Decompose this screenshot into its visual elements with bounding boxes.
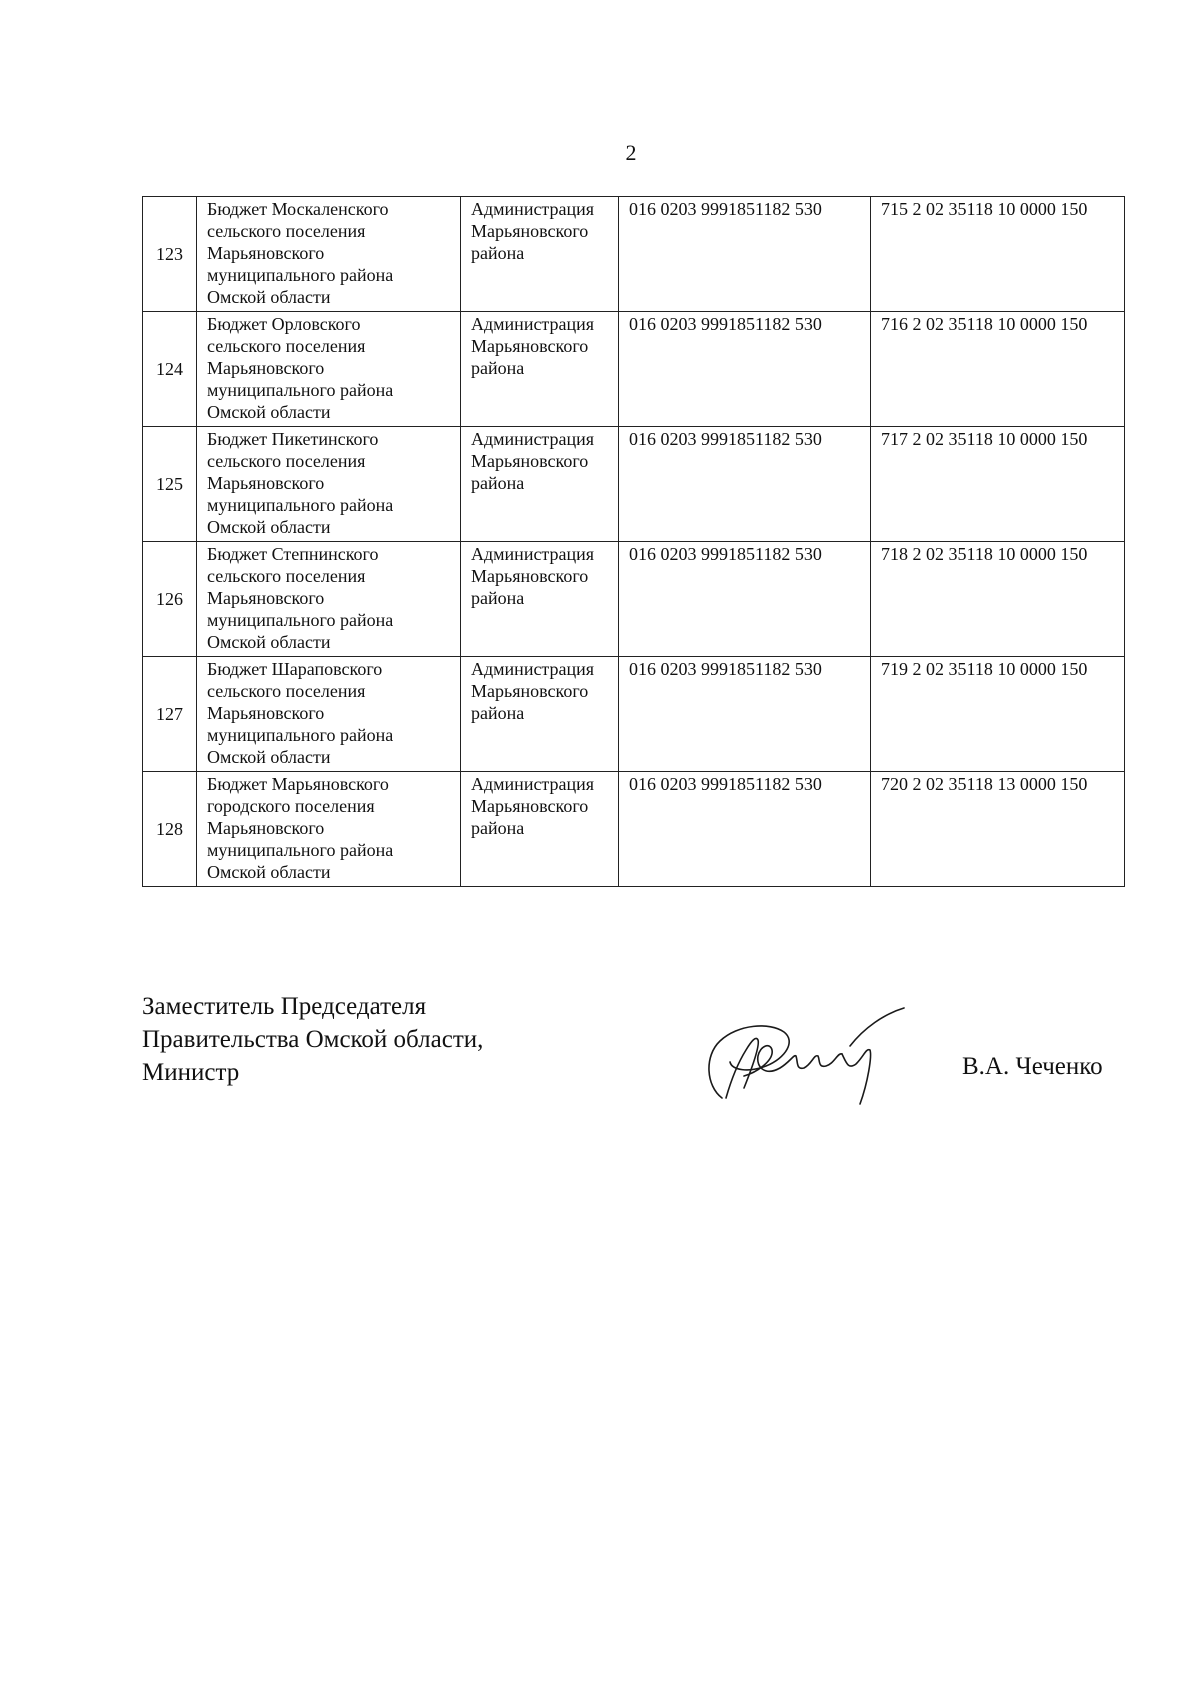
administrator-line: Администрация [471, 314, 595, 334]
revenue-code-cell: 719 2 02 35118 10 0000 150 [871, 657, 1125, 772]
administrator-cell [461, 542, 619, 657]
budget-name-line: муниципального района [207, 610, 394, 630]
budget-name-line: муниципального района [207, 380, 394, 400]
administrator-line: Марьяновского [471, 681, 589, 701]
handwritten-signature [700, 1006, 910, 1106]
revenue-code-cell: 717 2 02 35118 10 0000 150 [871, 427, 1125, 542]
row-number: 128 [143, 772, 197, 887]
administrator-line: Марьяновского [471, 221, 589, 241]
administrator-line: Администрация [471, 774, 595, 794]
table-row [143, 657, 1125, 772]
administrator-cell [461, 657, 619, 772]
budget-name-line: Омской области [207, 862, 331, 882]
budget-name-line: Бюджет Москаленского [207, 199, 389, 219]
administrator-cell [461, 197, 619, 312]
signature-title-line: Министр [142, 1059, 240, 1086]
revenue-code-cell: 715 2 02 35118 10 0000 150 [871, 197, 1125, 312]
budget-name-line: муниципального района [207, 495, 394, 515]
signature-title-line: Правительства Омской области, [142, 1026, 484, 1053]
table-row [143, 197, 1125, 312]
table-row [143, 542, 1125, 657]
row-number: 124 [143, 312, 197, 427]
expense-code-cell: 016 0203 9991851182 530 [619, 542, 871, 657]
budget-name-line: Марьяновского [207, 243, 325, 263]
administrator-line: Марьяновского [471, 566, 589, 586]
row-number: 123 [143, 197, 197, 312]
table-row [143, 312, 1125, 427]
budget-name-line: сельского поселения [207, 566, 366, 586]
budget-name-line: Бюджет Марьяновского [207, 774, 389, 794]
expense-code-cell: 016 0203 9991851182 530 [619, 427, 871, 542]
page-number: 2 [625, 140, 637, 165]
budget-name-cell [197, 772, 461, 887]
revenue-code-cell: 716 2 02 35118 10 0000 150 [871, 312, 1125, 427]
budget-name-line: Бюджет Шараповского [207, 659, 383, 679]
budget-name-line: сельского поселения [207, 336, 366, 356]
administrator-line: Марьяновского [471, 796, 589, 816]
expense-code-cell: 016 0203 9991851182 530 [619, 657, 871, 772]
administrator-line: района [471, 818, 525, 838]
budget-name-line: Марьяновского [207, 358, 325, 378]
revenue-code-cell: 720 2 02 35118 13 0000 150 [871, 772, 1125, 887]
administrator-line: района [471, 358, 525, 378]
administrator-cell [461, 312, 619, 427]
budget-name-line: Омской области [207, 632, 331, 652]
administrator-line: района [471, 703, 525, 723]
budget-name-line: Марьяновского [207, 818, 325, 838]
administrator-line: Администрация [471, 659, 595, 679]
signer-name: В.А. Чеченко [962, 1053, 1103, 1080]
budget-name-line: сельского поселения [207, 681, 366, 701]
budget-name-line: Бюджет Пикетинского [207, 429, 379, 449]
row-number: 126 [143, 542, 197, 657]
administrator-line: Администрация [471, 199, 595, 219]
signature-title [142, 990, 483, 1089]
budget-name-cell [197, 657, 461, 772]
budget-name-line: сельского поселения [207, 221, 366, 241]
expense-code-cell: 016 0203 9991851182 530 [619, 772, 871, 887]
row-number: 127 [143, 657, 197, 772]
budget-name-line: Омской области [207, 402, 331, 422]
table-row [143, 772, 1125, 887]
budget-name-line: муниципального района [207, 725, 394, 745]
budget-name-line: сельского поселения [207, 451, 366, 471]
expense-code-cell: 016 0203 9991851182 530 [619, 312, 871, 427]
budget-name-line: муниципального района [207, 840, 394, 860]
budget-name-cell [197, 542, 461, 657]
budget-name-line: Омской области [207, 747, 331, 767]
budget-name-line: Бюджет Степнинского [207, 544, 379, 564]
budget-name-line: Бюджет Орловского [207, 314, 361, 334]
row-number: 125 [143, 427, 197, 542]
expense-code-cell: 016 0203 9991851182 530 [619, 197, 871, 312]
budget-name-cell [197, 427, 461, 542]
budget-name-line: Марьяновского [207, 703, 325, 723]
budget-name-cell [197, 197, 461, 312]
table-body [143, 197, 1125, 887]
administrator-line: района [471, 473, 525, 493]
administrator-cell [461, 772, 619, 887]
administrator-line: Администрация [471, 544, 595, 564]
budget-name-line: Омской области [207, 517, 331, 537]
administrator-line: Администрация [471, 429, 595, 449]
budget-name-line: Марьяновского [207, 473, 325, 493]
revenue-code-cell: 718 2 02 35118 10 0000 150 [871, 542, 1125, 657]
budget-name-line: городского поселения [207, 796, 375, 816]
budget-table [142, 196, 1125, 887]
budget-name-cell [197, 312, 461, 427]
administrator-line: Марьяновского [471, 451, 589, 471]
administrator-line: района [471, 243, 525, 263]
budget-name-line: муниципального района [207, 265, 394, 285]
budget-name-line: Омской области [207, 287, 331, 307]
signature-title-line: Заместитель Председателя [142, 993, 427, 1020]
administrator-cell [461, 427, 619, 542]
administrator-line: района [471, 588, 525, 608]
administrator-line: Марьяновского [471, 336, 589, 356]
table-row [143, 427, 1125, 542]
budget-name-line: Марьяновского [207, 588, 325, 608]
